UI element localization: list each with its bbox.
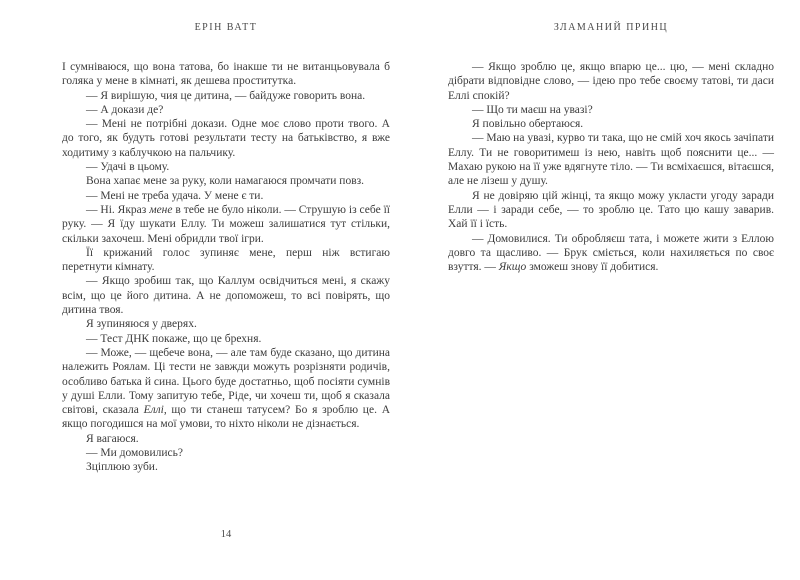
text-run: — Ні. Якраз — [86, 203, 150, 216]
text-run: — Домовилися. Ти обробляєш тата, і можете жити з Еллою довго та щасливо. — Брук сміється, коли нахиляється по своє взуття. — — [448, 232, 774, 274]
left-page-body — [62, 60, 390, 475]
text-run: Вона хапає мене за руку, коли намагаюся промчати повз. — [86, 175, 365, 188]
right-page-running-header: ЗЛАМАНИЙ ПРИНЦ — [553, 22, 669, 33]
paragraph — [62, 317, 390, 331]
paragraph — [448, 103, 774, 117]
text-run: зможеш знову її добитися. — [526, 261, 659, 274]
text-run: — Якщо зробиш так, що Каллум освідчиться мені, я скажу всім, що це його дитина. А не допоможеш, то всі повірять, що дитина твоя. — [62, 275, 390, 317]
text-run: — Удачі в цьому. — [86, 161, 170, 174]
text-run: — Я вирішую, чия це дитина, — байдуже говорить вона. — [86, 89, 366, 102]
right-page — [448, 0, 774, 580]
text-run: — Маю на увазі, курво ти така, що не смій хоч якось зачіпати Еллу. Ти не говоритимеш із нею, навіть щоб пояснити це... — Махаю рукою на її уже вдягнуте тіло. — Ти всміхаєшся, вітаєшся, але не лізеш у душу. — [448, 132, 774, 188]
right-page-body — [448, 60, 774, 274]
text-run: Я повільно обертаюся. — [472, 118, 584, 131]
paragraph — [62, 346, 390, 432]
text-run: — Ми домовились? — [86, 447, 183, 460]
paragraph — [62, 432, 390, 446]
text-run: — Тест ДНК покаже, що це брехня. — [86, 332, 262, 345]
paragraph — [62, 332, 390, 346]
paragraph — [62, 460, 390, 474]
text-run: Я не довіряю цій жінці, та якщо можу укласти угоду заради Елли — і заради себе, — то зроблю це. Тато цю кашу заварив. Хай її і їсть. — [448, 189, 774, 231]
left-page-running-header: ЕРІН ВАТТ — [194, 22, 258, 33]
text-run: — Мені не потрібні докази. Одне моє слово проти твого. А до того, як будуть готові результати тесту на батьківство, я вже ходитиму з каблучкою на пальчику. — [62, 118, 390, 159]
paragraph — [448, 60, 774, 103]
paragraph — [62, 117, 390, 160]
paragraph — [62, 246, 390, 275]
paragraph — [448, 189, 774, 232]
paragraph — [62, 160, 390, 174]
paragraph — [62, 89, 390, 103]
left-page-number: 14 — [220, 529, 232, 540]
paragraph — [448, 232, 774, 275]
paragraph — [448, 117, 774, 131]
text-run: в тебе не було ніколи. — Струшую із себе її руку. — Я їду шукати Еллу. Ти можеш залишатися тут стільки, скільки захочеш. Мені обридли твої ігри. — [62, 203, 391, 245]
left-page — [62, 0, 390, 580]
italic-text-run: Еллі — [143, 404, 164, 417]
paragraph — [62, 189, 390, 203]
text-run: — Що ти маєш на увазі? — [472, 103, 593, 116]
text-run: — Мені не треба удача. У мене є ти. — [86, 189, 264, 202]
paragraph — [448, 131, 774, 188]
text-run: Зціплюю зуби. — [86, 461, 158, 474]
text-run: І сумніваюся, що вона татова, бо інакше ти не витанцьовувала б голяка у мене в кімнаті, як дешева проститутка. — [62, 61, 390, 88]
paragraph — [62, 274, 390, 317]
text-run: — А докази де? — [86, 103, 164, 116]
text-run: Я зупиняюся у дверях. — [86, 318, 197, 331]
paragraph — [62, 103, 390, 117]
text-run: — Якщо зроблю це, якщо впарю це... цю, — мені складно дібрати відповідне слово, — ідею про тебе своєму татові, ти даси Еллі спокій? — [448, 61, 774, 102]
text-run: Її крижаний голос зупиняє мене, перш ніж встигаю перетнути кімнату. — [62, 246, 390, 274]
paragraph — [62, 203, 390, 246]
paragraph — [62, 174, 390, 188]
text-run: , що ти станеш татусем? Бо я зроблю це. А якщо погодишся на мої умови, то ніхто ніколи не дізнається. — [62, 404, 390, 431]
text-run: Я вагаюся. — [86, 432, 139, 445]
paragraph — [62, 446, 390, 460]
text-run: — Може, — щебече вона, — але там буде сказано, що дитина належить Роялам. Ці тести не завжди можуть розрізняти родичів, особливо батька й сина. Цього буде достатньо, щоб посіяти сумнів у душі Елли. Тому запитую тебе, Ріде, чи хочеш ти, щоб я сказала світові, сказала — [62, 346, 390, 417]
italic-text-run: Якщо — [498, 261, 527, 274]
paragraph — [62, 60, 390, 89]
italic-text-run: мене — [149, 203, 173, 216]
